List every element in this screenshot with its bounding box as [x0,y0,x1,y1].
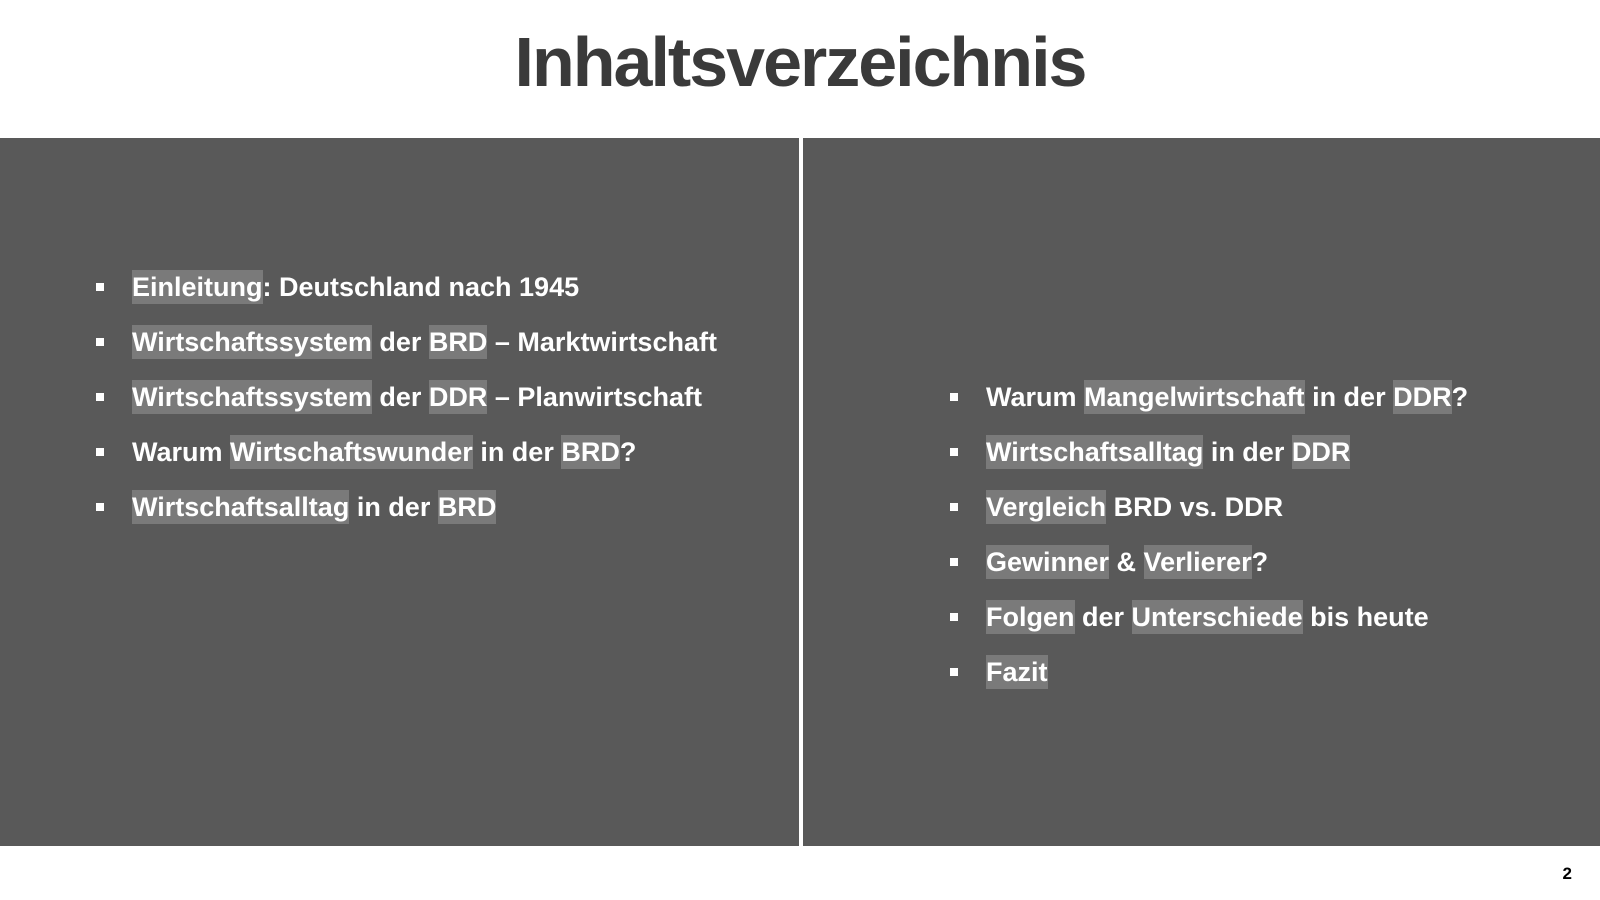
spell-highlight: DDR [1393,382,1452,412]
spell-highlight: Vergleich [986,492,1107,522]
list-item [96,487,717,542]
item-text: in der [472,437,562,467]
square-bullet-icon [96,448,104,456]
item-text: in der [349,492,438,522]
square-bullet-icon [96,338,104,346]
spell-highlight: Wirtschaftssystem [132,327,372,357]
left-bullet-list [96,267,717,542]
item-text: der [371,327,429,357]
list-item [950,432,1468,487]
square-bullet-icon [96,283,104,291]
item-text: – Planwirtschaft [487,382,702,412]
spell-highlight: Fazit [986,657,1048,687]
item-text: BRD vs. DDR [1106,492,1284,522]
list-item [96,322,717,377]
list-item [950,377,1468,432]
spell-highlight: Wirtschaftsalltag [986,437,1204,467]
square-bullet-icon [950,613,958,621]
spell-highlight: BRD [561,437,620,467]
list-item [96,377,717,432]
list-item [950,542,1468,597]
item-text: ? [619,437,637,467]
item-text: & [1109,547,1144,577]
list-item [950,597,1468,652]
spell-highlight: Wirtschaftsalltag [132,492,350,522]
item-text: bis heute [1302,602,1429,632]
item-text: Warum [986,382,1085,412]
spell-highlight: BRD [428,327,488,357]
square-bullet-icon [950,448,958,456]
list-item [950,487,1468,542]
square-bullet-icon [96,503,104,511]
list-item [950,652,1468,707]
square-bullet-icon [950,503,958,511]
spell-highlight: Wirtschaftssystem [132,382,372,412]
square-bullet-icon [96,393,104,401]
right-bullet-list [950,377,1468,707]
spell-highlight: Einleitung [132,272,263,302]
spell-highlight: Folgen [986,602,1075,632]
list-item [96,267,717,322]
item-text: in der [1203,437,1292,467]
slide-title: Inhaltsverzeichnis [514,23,1086,101]
item-text: ? [1251,547,1269,577]
spell-highlight: Gewinner [986,547,1110,577]
square-bullet-icon [950,668,958,676]
spell-highlight: Wirtschaftswunder [230,437,473,467]
spell-highlight: DDR [428,382,488,412]
item-text: der [1074,602,1132,632]
item-text: – Marktwirtschaft [487,327,717,357]
square-bullet-icon [950,393,958,401]
item-text: ? [1451,382,1469,412]
item-text: der [371,382,429,412]
item-text: : Deutschland nach 1945 [262,272,580,302]
spell-highlight: Verlierer [1143,547,1252,577]
spell-highlight: Unterschiede [1131,602,1303,632]
spell-highlight: BRD [437,492,497,522]
spell-highlight: Mangelwirtschaft [1084,382,1305,412]
spell-highlight: DDR [1291,437,1351,467]
square-bullet-icon [950,558,958,566]
item-text: in der [1304,382,1394,412]
page-number: 2 [1562,864,1572,883]
list-item [96,432,717,487]
item-text: Warum [132,437,231,467]
